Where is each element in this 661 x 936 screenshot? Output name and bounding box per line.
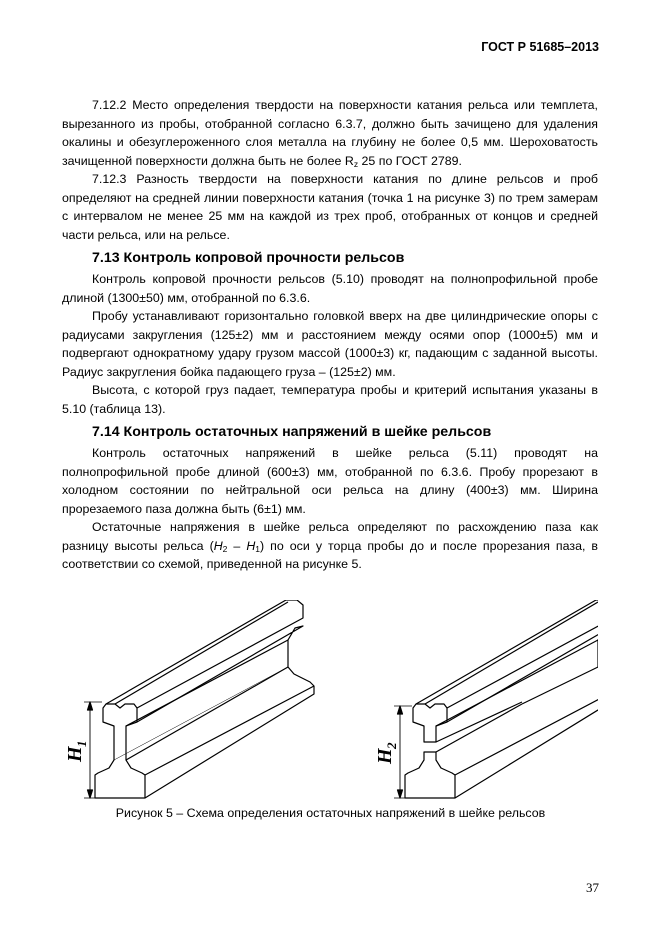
figure-caption: Рисунок 5 – Схема определения остаточных напряжений в шейке рельсов: [115, 806, 546, 820]
rail-left: [84, 600, 314, 798]
p1-text-a: 7.12.2 Место определения твердости на поверхности катания рельса или темплета, вырезанного из пробы, отобранной согласно 6.3.7, должно быть зачищено для удаления окалины и обезуглероженного слоя металла на глубину не более 0,5 мм. Шероховатость зачищенной поверхности должна быть не более R: [62, 98, 598, 168]
label-h2-subscript: 2: [384, 742, 399, 749]
p7-text-b: ) по оси у торца пробы до и после прорезания паза, в соответствии со схемой, приведенной на рисунке 5.: [62, 538, 598, 571]
label-h1-subscript: 1: [74, 740, 89, 747]
label-h1-letter: H: [64, 746, 86, 762]
label-h2: [374, 742, 399, 765]
paragraph-7-14-a: Контроль остаточных напряжений в шейке рельса (5.11) проводят на полнопрофильной пробе длиной (600±3) мм, отобранной по 6.3.6. Пробу прорезают в холодном состоянии по нейтральной оси рельса на длину (400±3) мм. Ширина прорезаемого паза должна быть (6±1) мм.: [62, 446, 598, 516]
p7-h1-sub: 1: [255, 543, 261, 554]
p7-dash: –: [227, 538, 247, 553]
paragraph-7-13-b: Пробу устанавливают горизонтально головкой вверх на две цилиндрические опоры с радиусами закругления (125±2) мм и расстоянием между осями опор (1000±5) мм и подвергают однократному удару грузом массой (1000±3) кг, падающим с заданной высоты. Радиус закругления бойка падающего груза – (125±2) мм.: [62, 309, 598, 379]
label-h2-letter: H: [374, 748, 396, 764]
document-code: ГОСТ Р 51685–2013: [481, 40, 599, 54]
figure-5: [62, 600, 598, 810]
paragraph-7-12-2: [62, 96, 598, 170]
body-text: [62, 96, 598, 574]
paragraph-7-12-3: 7.12.3 Разность твердости на поверхности катания по длине рельсов и проб определяют на средней линии поверхности катания (точка 1 на рисунке 3) по трем замерам с интервалом не менее 25 мм на каждой из трех проб, отобранных от концов и средней части рельса, или на рельсе.: [62, 172, 598, 242]
paragraph-7-13-c: Высота, с которой груз падает, температура пробы и критерий испытания указаны в 5.10 (таблица 13).: [62, 383, 598, 416]
page-number: 37: [586, 880, 599, 895]
label-h1: [64, 741, 89, 764]
heading-7-13: 7.13 Контроль копровой прочности рельсов: [92, 250, 405, 266]
heading-7-14: 7.14 Контроль остаточных напряжений в шейке рельсов: [92, 424, 492, 440]
rail-diagram: [62, 600, 598, 810]
p7-h2: H: [213, 538, 223, 553]
p1-text-b: 25 по ГОСТ 2789.: [358, 153, 462, 168]
paragraph-7-14-b: [62, 518, 598, 574]
p1-subscript: z: [353, 158, 359, 169]
p7-h2-sub: 2: [222, 543, 228, 554]
p7-h1: H: [246, 538, 256, 553]
paragraph-7-13-a: Контроль копровой прочности рельсов (5.10) проводят на полнопрофильной пробе длиной (1300±50) мм, отобранной по 6.3.6.: [62, 272, 598, 305]
p7-text-a: Остаточные напряжения в шейке рельса определяют по расхождению паза как разницу высоты рельса (: [62, 520, 598, 553]
rail-right: [394, 600, 598, 798]
